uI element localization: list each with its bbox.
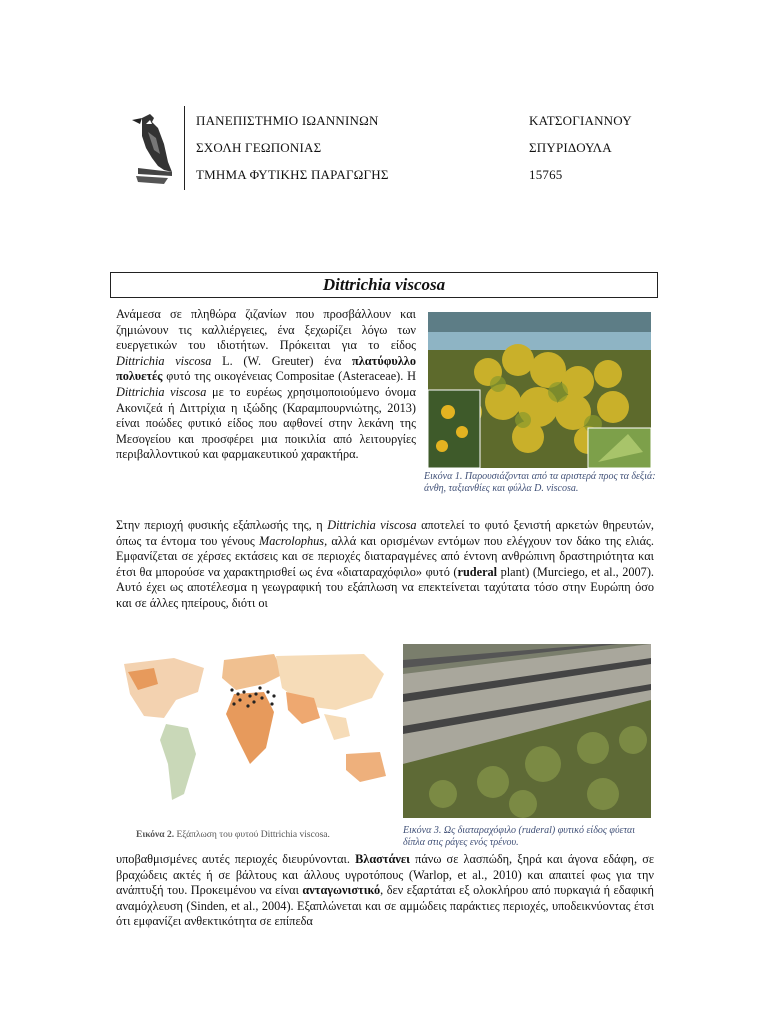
figure-3-caption: Εικόνα 3. Ως διαταραχόφιλο (ruderal) φυτικό είδος φύεται δίπλα στις ράγες ενός τρένου. — [403, 825, 636, 848]
figure-1-photo — [428, 312, 651, 468]
figure-2-caption — [136, 830, 330, 840]
header-surname: ΚΑΤΣΟΓΙΑΝΝΟΥ — [529, 113, 632, 128]
para3-text-2: πάνω σε λασπώδη, ξηρά και άγονα εδάφη, σε βραχώδεις ακτές ή σε βάλτους και άλλους υγροτόπους (Warlop, et al., 2010) και απαιτεί φως για την ανάπτυξή του. Προκειμένου να είναι — [116, 852, 655, 898]
document-title: Dittrichia viscosa — [110, 272, 658, 298]
figure-3-photo — [403, 644, 651, 818]
header-school: ΣΧΟΛΗ ΓΕΩΠΟΝΙΑΣ — [196, 140, 322, 155]
competitive-term: ανταγωνιστικό — [302, 883, 381, 898]
para2-text-4: plant) (Murciego, et al., 2007). Αυτό έχει ως αποτέλεσμα η γεωγραφική του εξάπλωση να επεκτείνεται ταχύτατα τόσο στην Ευρώπη όσο και σε άλλες ηπείρους, διότι οι — [116, 564, 654, 610]
species-name: Dittrichia viscosa — [116, 384, 207, 399]
figure-2-map — [114, 644, 400, 824]
intro-text-3: φυτό της οικογένειας Compositae (Asteraceae). Η — [162, 369, 416, 384]
figure-2-label: Εικόνα 2. — [136, 830, 175, 840]
header-firstname: ΣΠΥΡΙΔΟΥΛΑ — [529, 140, 612, 155]
species-name: Dittrichia viscosa — [116, 353, 212, 368]
header-student-id: 15765 — [529, 167, 563, 182]
intro-text-4: με το ευρέως χρησιμοποιούμενο όνομα Ακονιζεά ή Διττρίχια η ιξώδης (Καραμπουρνιώτης, 2013) είναι ποώδες φυτικό είδος που αφθονεί στην λεκάνη της Μεσογείου και προσφέρει μια ποικιλία από λειτουργίες περιβαλλοντικού και φαρμακευτικού χαρακτήρα. — [116, 384, 417, 462]
figure-1-caption: Εικόνα 1. Παρουσιάζονται από τα αριστερά προς τα δεξιά: άνθη, ταξιανθίες και φύλλα D. viscosa. — [424, 471, 656, 494]
plant-type: πλατύφυλλο πολυετές — [116, 353, 416, 384]
university-logo — [128, 110, 178, 186]
habitat-paragraph — [116, 852, 654, 930]
para3-text-3: , δεν εξαρτάται εξ ολοκλήρου από πυρκαγιά ή εδαφική αναμόχλευση (Sinden, et al., 2004). Εξαπλώνεται και σε αμμώδεις παράκτιες περιοχές, υποδεικνύοντας έτσι ότι εμφανίζει ανθεκτικότητα σε επίπεδα — [116, 883, 654, 929]
ruderal-term: ruderal — [457, 564, 498, 579]
para2-text-3: αλλά και ορισμένων εντόμων που ελέγχουν τον δάκο της ελιάς. Εμφανίζεται σε χέρσες εκτάσεις και σε περιοχές διαταραγμένες από έντονη ανθρώπινη δραστηριότητα και έτσι θα μπορούσε να χαρακτηρισθεί ως ένα «διαταραχόφιλο» φυτό ( — [116, 533, 654, 579]
header-department: ΤΜΗΜΑ ΦΥΤΙΚΗΣ ΠΑΡΑΓΩΓΗΣ — [196, 167, 389, 182]
intro-text-1: Ανάμεσα σε πληθώρα ζιζανίων που προσβάλλουν και ζημιώνουν τις καλλιέργειες, ένα ξεχωρίζει λόγω των ευεργετικών του ιδιοτήτων. Πρόκειται για το είδος — [116, 307, 416, 353]
intro-text-2: L. (W. Greuter) ένα — [211, 353, 353, 368]
header-divider — [184, 106, 185, 190]
figure-2-caption-text: Εξάπλωση του φυτού Dittrichia viscosa. — [174, 830, 330, 840]
header-university: ΠΑΝΕΠΙΣΤΗΜΙΟ ΙΩΑΝΝΙΝΩΝ — [196, 113, 379, 128]
bird-emblem-icon — [128, 110, 178, 186]
distribution-paragraph — [116, 518, 654, 612]
para2-text-2: αποτελεί το φυτό ξενιστή αρκετών θηρευτών, όπως τα έντομα του γένους — [116, 518, 654, 548]
para2-text-1: Στην περιοχή φυσικής εξάπλωσής της, η — [116, 518, 328, 532]
genus-name: Macrolophus, — [258, 533, 328, 548]
intro-paragraph — [116, 307, 416, 463]
para3-text-1: υποβαθμισμένες αυτές περιοχές διευρύνονται. — [116, 852, 356, 866]
species-name: Dittrichia viscosa — [327, 518, 417, 532]
germinates-term: Βλαστάνει — [355, 852, 410, 866]
